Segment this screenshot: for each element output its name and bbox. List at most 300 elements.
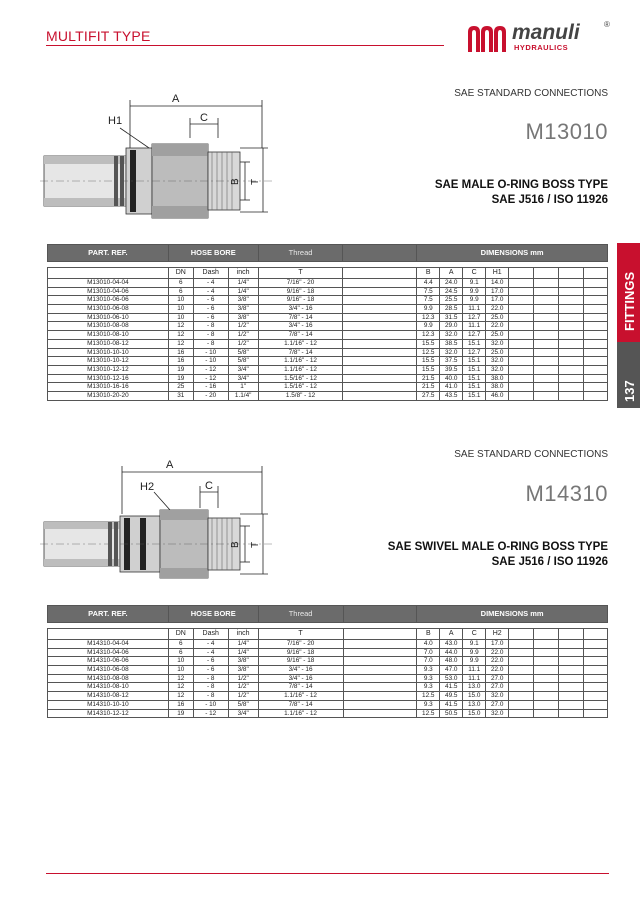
table-cell: 25.5 [440,296,463,305]
table-cell [583,683,607,692]
table-cell [343,365,417,374]
table-cell: M14310-08-10 [48,683,169,692]
table-cell [509,287,534,296]
subheader-cell: T [258,629,343,640]
table-row [48,296,608,305]
table-cell: 31 [168,391,193,400]
table-cell: 12.5 [417,709,440,718]
section-caption: SAE STANDARD CONNECTIONS [454,449,608,460]
table-cell: M14310-04-06 [48,648,169,657]
logo-subtitle: HYDRAULICS [514,43,569,52]
table-cell: M14310-06-08 [48,666,169,675]
table-cell [534,383,559,392]
table-cell: 29.0 [440,322,463,331]
table-cell: 19 [168,365,193,374]
table-cell: 28.5 [440,305,463,314]
table-cell: 40.0 [440,374,463,383]
subheader-cell: C [463,268,486,279]
table-cell [343,279,417,288]
table-cell: 7/16" - 20 [258,640,343,649]
table-row [48,666,608,675]
table-row [48,657,608,666]
table-cell: 25.0 [486,348,509,357]
table-cell [559,666,584,675]
table-row [48,709,608,718]
table-cell: 24.0 [440,279,463,288]
table-subheader-row [48,629,608,640]
table-cell: 21.5 [417,383,440,392]
table-cell: - 8 [193,692,228,701]
table-cell: 7/16" - 20 [258,279,343,288]
table-cell [559,674,584,683]
table-cell: M14310-12-12 [48,709,169,718]
header-dimensions: DIMENSIONS mm [417,606,608,623]
table-cell: 1.1/16" - 12 [258,365,343,374]
table-cell: 9/16" - 18 [258,296,343,305]
table-cell: M14310-08-12 [48,692,169,701]
table-row [48,287,608,296]
table-cell [534,348,559,357]
table-cell [559,339,584,348]
table-cell [534,683,559,692]
table-cell: 1.5/16" - 12 [258,383,343,392]
table-cell: 32.0 [486,709,509,718]
logo-registered-mark: ® [604,20,610,29]
table-cell: 15.1 [463,339,486,348]
table-cell [343,339,417,348]
table-cell: 1/4" [228,640,258,649]
table-cell: 7.5 [417,296,440,305]
table-cell [583,322,607,331]
section-side-tab [617,243,640,408]
table-row [48,383,608,392]
table-cell [583,383,607,392]
logo-wordmark: manuli [512,21,580,44]
subheader-cell: inch [228,629,258,640]
table-cell: 47.0 [440,666,463,675]
table-cell: 32.0 [440,331,463,340]
table-cell: 17.0 [486,640,509,649]
side-tab-page-number: 137 [622,380,637,402]
table-cell: M14310-04-04 [48,640,169,649]
table-cell: 1/4" [228,279,258,288]
table-cell [343,391,417,400]
subheader-cell [48,629,169,640]
table-cell [343,357,417,366]
table-cell [343,666,417,675]
table-cell: 9.3 [417,674,440,683]
table-cell [583,357,607,366]
table-cell: - 10 [193,357,228,366]
table-cell [559,692,584,701]
table-cell [583,700,607,709]
table-cell: 1.1/16" - 12 [258,692,343,701]
table-cell [343,331,417,340]
table-cell: - 10 [193,700,228,709]
table-cell [559,391,584,400]
table-cell [534,657,559,666]
header-hose-bore: HOSE BORE [168,606,258,623]
table-cell: - 4 [193,279,228,288]
dimension-t-label: T [250,541,261,548]
side-tab-label-block [617,243,640,342]
table-cell [534,674,559,683]
table-cell: 1/2" [228,339,258,348]
table-cell [534,692,559,701]
table-cell [343,296,417,305]
table-cell: 16 [168,348,193,357]
table-cell [559,657,584,666]
table-cell: M13010-12-16 [48,374,169,383]
table-cell [509,322,534,331]
table-cell [534,640,559,649]
table-cell [559,279,584,288]
table-cell: 12.5 [417,348,440,357]
table-cell: M13010-08-10 [48,331,169,340]
table-cell [559,348,584,357]
header-hose-bore: HOSE BORE [168,245,258,262]
table-cell: 21.5 [417,374,440,383]
table-cell [343,313,417,322]
table-cell: 9.9 [463,657,486,666]
m14310-spec-table [47,605,608,718]
table-cell: 1.1/16" - 12 [258,709,343,718]
table-cell [509,313,534,322]
table-cell: M13010-10-10 [48,348,169,357]
table-cell: 41.5 [440,683,463,692]
table-cell: - 8 [193,331,228,340]
table-cell [534,339,559,348]
table-cell [509,357,534,366]
subheader-cell: H2 [486,629,509,640]
table-cell: 22.0 [486,322,509,331]
table-cell: 12 [168,683,193,692]
table-cell [343,700,417,709]
header-blank [343,606,417,623]
table-cell: 13.0 [463,700,486,709]
table-cell: 4.0 [417,640,440,649]
subheader-cell [509,629,534,640]
table-cell: - 8 [193,674,228,683]
table-cell: 12.5 [417,692,440,701]
subheader-cell: A [440,268,463,279]
product-description-line-2: SAE J516 / ISO 11926 [491,194,608,206]
table-row [48,365,608,374]
subheader-cell [583,268,607,279]
table-cell: 22.0 [486,305,509,314]
table-cell: 15.5 [417,357,440,366]
table-cell [534,648,559,657]
table-cell [343,305,417,314]
subheader-cell: DN [168,268,193,279]
dimension-h-label: H1 [108,115,123,127]
table-header-row [48,606,608,623]
table-cell [534,700,559,709]
table-cell: 9/16" - 18 [258,648,343,657]
table-cell: 39.5 [440,365,463,374]
header-dimensions: DIMENSIONS mm [417,245,608,262]
table-cell: 14.0 [486,279,509,288]
header-rule [46,45,444,46]
table-cell: 12.7 [463,348,486,357]
table-cell: 43.0 [440,640,463,649]
subheader-cell [559,268,584,279]
table-cell [534,365,559,374]
table-cell: 25 [168,383,193,392]
table-cell [343,692,417,701]
table-cell: - 6 [193,666,228,675]
product-description-line-2: SAE J516 / ISO 11926 [491,556,608,568]
table-cell [559,322,584,331]
table-cell: 53.0 [440,674,463,683]
table-cell: 7/8" - 14 [258,700,343,709]
table-cell: 19 [168,374,193,383]
table-cell: 41.0 [440,383,463,392]
table-cell [583,296,607,305]
table-cell [509,296,534,305]
table-cell: 32.0 [486,357,509,366]
table-row [48,305,608,314]
subheader-cell: T [258,268,343,279]
table-cell [509,279,534,288]
table-cell [559,709,584,718]
table-cell: 9.3 [417,700,440,709]
table-cell [583,666,607,675]
table-cell: 32.0 [486,365,509,374]
table-cell: 37.5 [440,357,463,366]
table-cell: 31.5 [440,313,463,322]
table-cell: 11.1 [463,666,486,675]
table-cell [559,383,584,392]
table-cell [509,331,534,340]
table-cell: 32.0 [440,348,463,357]
table-cell [534,313,559,322]
subheader-cell: Dash [193,268,228,279]
table-cell: - 8 [193,683,228,692]
table-cell: 10 [168,296,193,305]
table-cell: 6 [168,279,193,288]
table-cell: 1.1/4" [228,391,258,400]
table-row [48,648,608,657]
table-cell: 5/8" [228,348,258,357]
table-cell [583,391,607,400]
table-cell: 9.3 [417,666,440,675]
table-cell: 3/8" [228,296,258,305]
table-cell [509,700,534,709]
table-cell [343,683,417,692]
table-cell: 11.1 [463,674,486,683]
table-row [48,640,608,649]
table-cell: 32.0 [486,692,509,701]
table-cell [343,657,417,666]
subheader-cell [48,268,169,279]
table-cell: 3/4" [228,365,258,374]
table-cell: 3/8" [228,666,258,675]
subheader-cell: H1 [486,268,509,279]
table-cell: - 8 [193,339,228,348]
table-row [48,279,608,288]
table-cell: 15.1 [463,357,486,366]
subheader-cell [343,629,417,640]
subheader-cell: DN [168,629,193,640]
table-cell [583,657,607,666]
m13010-technical-drawing [40,88,280,228]
table-cell [534,666,559,675]
table-cell: M13010-16-16 [48,383,169,392]
table-cell: - 20 [193,391,228,400]
table-cell: 7/8" - 14 [258,348,343,357]
table-row [48,322,608,331]
table-cell: 16 [168,700,193,709]
table-cell: 3/4" [228,709,258,718]
table-cell [559,683,584,692]
table-cell [583,674,607,683]
table-cell [509,374,534,383]
table-cell: 6 [168,287,193,296]
table-cell: - 6 [193,657,228,666]
table-row [48,391,608,400]
table-cell: 9.9 [417,305,440,314]
table-row [48,683,608,692]
table-cell [534,357,559,366]
table-cell: 9.9 [463,296,486,305]
table-cell: - 4 [193,287,228,296]
table-cell [534,322,559,331]
table-cell: 3/8" [228,657,258,666]
table-cell [559,365,584,374]
table-cell: M13010-08-08 [48,322,169,331]
header-part-ref: PART. REF. [48,245,169,262]
table-cell: 12 [168,339,193,348]
header-part-ref: PART. REF. [48,606,169,623]
table-cell: 12.3 [417,331,440,340]
subheader-cell [534,268,559,279]
subheader-cell: B [417,268,440,279]
footer-rule [46,873,609,874]
dimension-b-label: B [230,541,241,548]
dimension-b-label: B [230,178,241,185]
table-cell [509,674,534,683]
table-cell [534,709,559,718]
table-cell [509,692,534,701]
table-cell: - 4 [193,640,228,649]
table-cell: 7.0 [417,648,440,657]
table-cell: 12.3 [417,313,440,322]
dimension-a-label: A [166,459,174,471]
dimension-a-label: A [172,93,180,105]
table-cell: 10 [168,657,193,666]
table-cell: 9.9 [463,287,486,296]
table-cell: 3/8" [228,305,258,314]
table-cell: 3/4" [228,374,258,383]
table-cell [559,313,584,322]
table-cell: M14310-06-06 [48,657,169,666]
table-cell: 1" [228,383,258,392]
table-cell [343,640,417,649]
table-cell [509,383,534,392]
table-cell: 4.4 [417,279,440,288]
table-cell: 12 [168,331,193,340]
table-cell: - 12 [193,709,228,718]
table-cell [583,365,607,374]
table-cell [534,391,559,400]
table-cell: 9.1 [463,640,486,649]
table-cell: 9/16" - 18 [258,657,343,666]
table-cell: M13010-08-12 [48,339,169,348]
table-cell: - 6 [193,296,228,305]
table-cell: 1/2" [228,322,258,331]
table-cell [559,305,584,314]
table-cell [509,657,534,666]
table-cell [583,374,607,383]
table-cell: 6 [168,640,193,649]
table-cell: 1/2" [228,692,258,701]
table-cell [559,287,584,296]
table-cell [559,640,584,649]
table-cell [343,348,417,357]
logo-mark-icon [466,24,510,54]
table-cell: 22.0 [486,666,509,675]
table-cell: 6 [168,648,193,657]
table-cell: - 12 [193,374,228,383]
table-cell: - 6 [193,313,228,322]
table-cell: 1.1/16" - 12 [258,339,343,348]
table-row [48,674,608,683]
table-cell: 1/2" [228,683,258,692]
table-cell: M14310-08-08 [48,674,169,683]
table-cell [559,374,584,383]
table-cell: 9.9 [417,322,440,331]
table-cell [509,339,534,348]
table-row [48,331,608,340]
table-cell: M13010-12-12 [48,365,169,374]
table-cell [509,305,534,314]
subheader-cell: Dash [193,629,228,640]
table-cell [343,322,417,331]
subheader-cell: B [417,629,440,640]
table-cell: 38.0 [486,383,509,392]
table-cell [509,348,534,357]
table-cell [583,348,607,357]
table-cell [534,374,559,383]
table-cell [583,279,607,288]
table-cell: M13010-06-06 [48,296,169,305]
table-cell [583,331,607,340]
table-row [48,357,608,366]
m14310-technical-drawing [40,452,280,592]
table-cell: 10 [168,305,193,314]
dimension-c-label: C [200,112,208,124]
table-cell: 32.0 [486,339,509,348]
table-cell: 3/4" - 16 [258,674,343,683]
table-cell: 1/2" [228,331,258,340]
table-cell: 1.1/16" - 12 [258,357,343,366]
dimension-t-label: T [250,178,261,185]
table-cell: 15.0 [463,709,486,718]
table-cell [559,700,584,709]
table-cell [343,287,417,296]
table-cell [509,391,534,400]
table-cell: 27.0 [486,683,509,692]
table-cell: 16 [168,357,193,366]
table-cell: 38.5 [440,339,463,348]
table-cell: - 4 [193,648,228,657]
table-cell [583,640,607,649]
table-cell [343,709,417,718]
table-cell: 9/16" - 18 [258,287,343,296]
table-body [48,640,608,718]
page-header-title: MULTIFIT TYPE [46,28,151,44]
